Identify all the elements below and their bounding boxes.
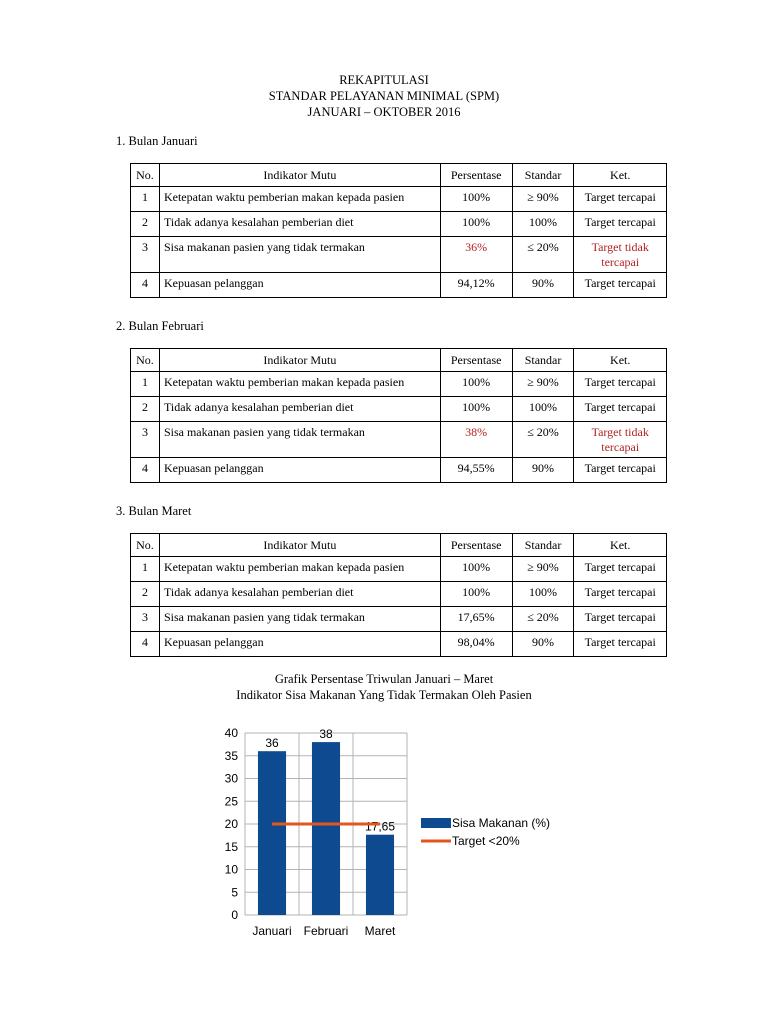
table-row <box>131 397 667 422</box>
column-header: No. <box>131 349 160 372</box>
cell-persentase: 100% <box>440 557 512 582</box>
cell-standar: ≤ 20% <box>512 607 574 632</box>
cell-persentase: 100% <box>440 372 512 397</box>
data-label: 38 <box>319 727 333 742</box>
table-row <box>131 458 667 483</box>
table-row <box>131 372 667 397</box>
column-header: Standar <box>512 534 574 557</box>
cell-ket: Target tercapai <box>574 632 667 657</box>
cell-persentase: 100% <box>440 187 512 212</box>
x-tick-label: Maret <box>364 924 396 938</box>
cell-no: 1 <box>131 187 160 212</box>
cell-ket: Target tercapai <box>574 458 667 483</box>
cell-no: 4 <box>131 632 160 657</box>
cell-ket: Target tercapai <box>574 582 667 607</box>
y-tick-label: 35 <box>224 748 238 763</box>
cell-standar: 90% <box>512 273 574 298</box>
cell-standar: 90% <box>512 632 574 657</box>
cell-ket: Target tercapai <box>574 397 667 422</box>
cell-indikator: Sisa makanan pasien yang tidak termakan <box>159 237 440 273</box>
table-row <box>131 632 667 657</box>
cell-no: 1 <box>131 372 160 397</box>
y-tick-label: 40 <box>224 726 238 740</box>
cell-standar: ≤ 20% <box>512 237 574 273</box>
cell-ket: Target tercapai <box>574 557 667 582</box>
y-tick-label: 30 <box>224 771 238 786</box>
column-header: Standar <box>512 349 574 372</box>
column-header: Ket. <box>574 534 667 557</box>
y-tick-label: 20 <box>224 817 238 831</box>
data-label: 36 <box>265 736 279 751</box>
cell-no: 2 <box>131 582 160 607</box>
y-tick-label: 15 <box>224 839 238 854</box>
cell-no: 3 <box>131 422 160 458</box>
column-header: Persentase <box>440 164 512 187</box>
cell-no: 2 <box>131 212 160 237</box>
cell-no: 1 <box>131 557 160 582</box>
column-header: Ket. <box>574 349 667 372</box>
column-header: No. <box>131 164 160 187</box>
cell-standar: 100% <box>512 397 574 422</box>
bar <box>366 835 394 915</box>
cell-ket: Target tidak tercapai <box>574 422 667 458</box>
spm-table <box>130 533 667 657</box>
table-row <box>131 557 667 582</box>
column-header: Persentase <box>440 349 512 372</box>
x-tick-label: Februari <box>303 924 349 938</box>
cell-ket: Target tercapai <box>574 212 667 237</box>
section-heading: 1. Bulan Januari <box>116 134 198 148</box>
table-header-row <box>131 349 667 372</box>
legend-label: Target <20% <box>452 834 520 848</box>
table-header-row <box>131 164 667 187</box>
cell-standar: ≤ 20% <box>512 422 574 458</box>
table-header-row <box>131 534 667 557</box>
doc-title-line1: REKAPITULASI <box>339 73 429 87</box>
x-tick-label: Januari <box>252 924 292 938</box>
cell-indikator: Kepuasan pelanggan <box>159 273 440 298</box>
cell-persentase: 100% <box>440 397 512 422</box>
cell-indikator: Ketepatan waktu pemberian makan kepada pasien <box>159 372 440 397</box>
cell-indikator: Kepuasan pelanggan <box>159 632 440 657</box>
cell-indikator: Tidak adanya kesalahan pemberian diet <box>159 397 440 422</box>
doc-title-line2: STANDAR PELAYANAN MINIMAL (SPM) <box>268 89 500 103</box>
cell-indikator: Kepuasan pelanggan <box>159 458 440 483</box>
cell-indikator: Tidak adanya kesalahan pemberian diet <box>159 582 440 607</box>
column-header: Indikator Mutu <box>159 349 440 372</box>
bar <box>312 742 340 915</box>
column-header: No. <box>131 534 160 557</box>
cell-persentase: 100% <box>440 212 512 237</box>
chart-title-line2: Indikator Sisa Makanan Yang Tidak Termakan Oleh Pasien <box>236 688 532 702</box>
cell-persentase: 100% <box>440 582 512 607</box>
cell-no: 3 <box>131 607 160 632</box>
cell-standar: ≥ 90% <box>512 372 574 397</box>
cell-ket: Target tercapai <box>574 187 667 212</box>
cell-standar: 100% <box>512 212 574 237</box>
chart-title-line1: Grafik Persentase Triwulan Januari – Maret <box>274 672 494 686</box>
cell-standar: ≥ 90% <box>512 557 574 582</box>
table-row <box>131 607 667 632</box>
cell-standar: 90% <box>512 458 574 483</box>
table-row <box>131 273 667 298</box>
cell-no: 2 <box>131 397 160 422</box>
cell-standar: 100% <box>512 582 574 607</box>
legend-swatch-bar <box>421 818 451 828</box>
column-header: Indikator Mutu <box>159 534 440 557</box>
cell-standar: ≥ 90% <box>512 187 574 212</box>
y-tick-label: 0 <box>231 908 238 922</box>
cell-no: 4 <box>131 273 160 298</box>
spm-table <box>130 163 667 298</box>
table-row <box>131 582 667 607</box>
data-label: 17,65 <box>364 819 396 834</box>
cell-persentase: 98,04% <box>440 632 512 657</box>
cell-indikator: Sisa makanan pasien yang tidak termakan <box>159 422 440 458</box>
column-header: Persentase <box>440 534 512 557</box>
column-header: Indikator Mutu <box>159 164 440 187</box>
cell-ket: Target tercapai <box>574 372 667 397</box>
table-row <box>131 422 667 458</box>
table-row <box>131 187 667 212</box>
cell-indikator: Tidak adanya kesalahan pemberian diet <box>159 212 440 237</box>
column-header: Ket. <box>574 164 667 187</box>
cell-persentase: 36% <box>440 237 512 273</box>
cell-ket: Target tercapai <box>574 607 667 632</box>
bar-chart <box>210 718 570 948</box>
legend-label: Sisa Makanan (%) <box>452 816 551 830</box>
cell-indikator: Sisa makanan pasien yang tidak termakan <box>159 607 440 632</box>
y-tick-label: 10 <box>224 862 238 877</box>
cell-ket: Target tercapai <box>574 273 667 298</box>
cell-no: 4 <box>131 458 160 483</box>
cell-indikator: Ketepatan waktu pemberian makan kepada pasien <box>159 187 440 212</box>
bar <box>258 751 286 915</box>
doc-title-line3: JANUARI – OKTOBER 2016 <box>307 105 461 119</box>
y-tick-label: 25 <box>224 794 238 809</box>
table-row <box>131 212 667 237</box>
column-header: Standar <box>512 164 574 187</box>
cell-ket: Target tidak tercapai <box>574 237 667 273</box>
spm-table <box>130 348 667 483</box>
y-tick-label: 5 <box>231 885 238 900</box>
section-heading: 3. Bulan Maret <box>116 504 192 518</box>
cell-persentase: 38% <box>440 422 512 458</box>
cell-indikator: Ketepatan waktu pemberian makan kepada pasien <box>159 557 440 582</box>
cell-persentase: 94,55% <box>440 458 512 483</box>
section-heading: 2. Bulan Februari <box>116 319 204 333</box>
cell-persentase: 17,65% <box>440 607 512 632</box>
table-row <box>131 237 667 273</box>
cell-persentase: 94,12% <box>440 273 512 298</box>
cell-no: 3 <box>131 237 160 273</box>
